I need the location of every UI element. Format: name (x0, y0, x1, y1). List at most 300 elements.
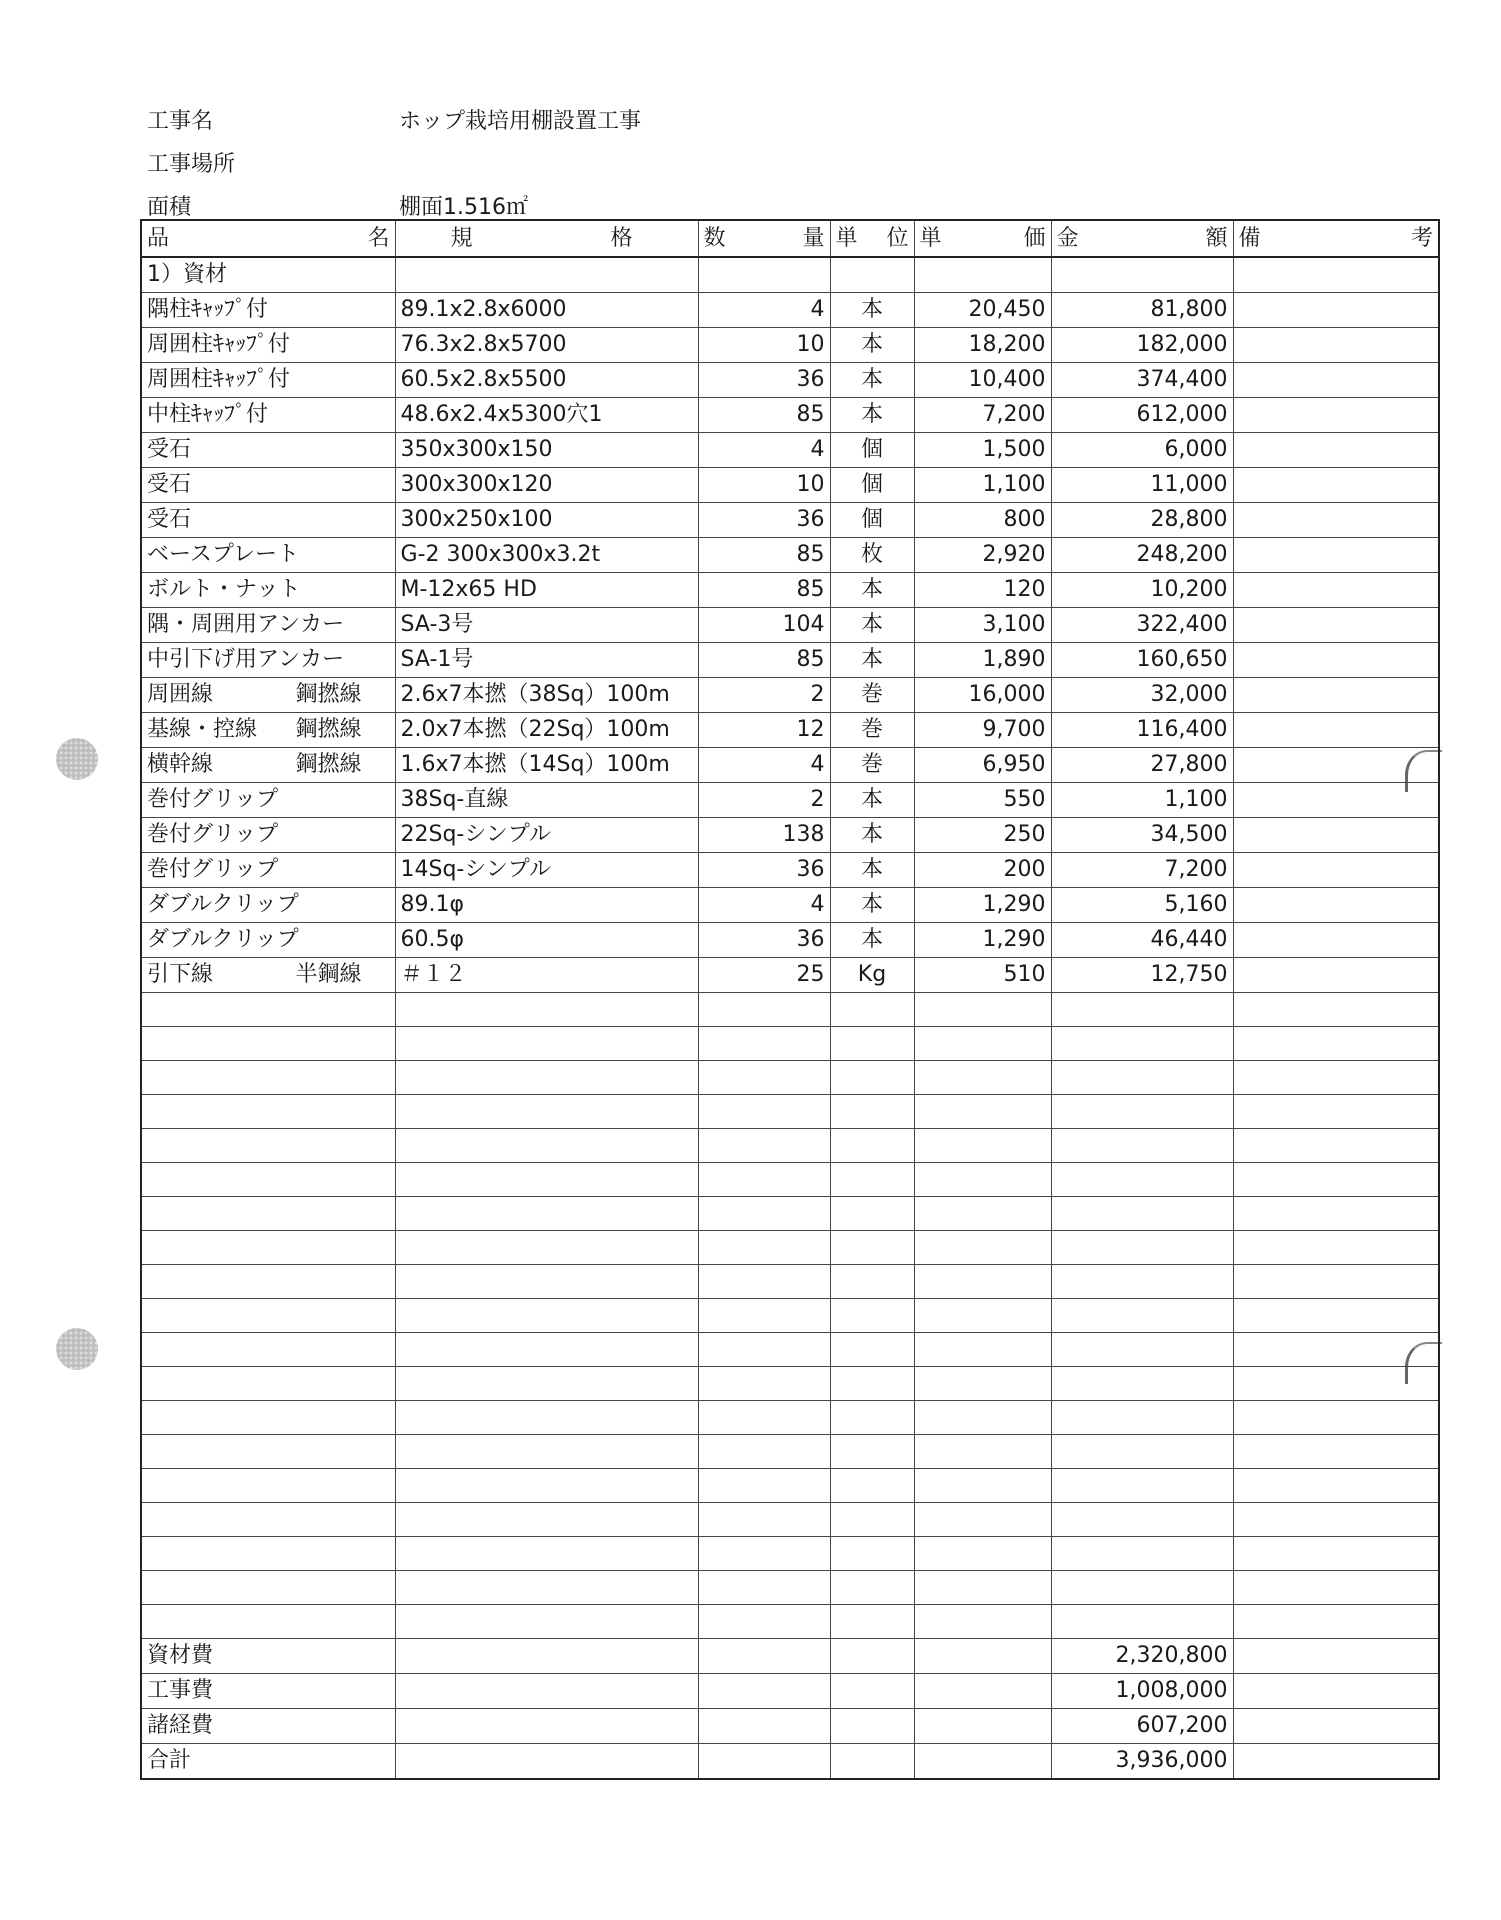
empty-cell (1233, 1605, 1439, 1639)
total-label: 諸経費 (141, 1709, 395, 1744)
empty-cell (141, 1061, 395, 1095)
empty-cell (1233, 1435, 1439, 1469)
item-note (1233, 678, 1439, 713)
empty-cell (395, 1333, 698, 1367)
item-price: 800 (914, 503, 1051, 538)
item-name (141, 783, 395, 818)
empty-cell (914, 1333, 1051, 1367)
empty-cell (698, 1639, 830, 1674)
item-name (141, 328, 395, 363)
estimate-table (140, 219, 1440, 1780)
item-qty: 104 (698, 608, 830, 643)
table-header-row (141, 220, 1439, 257)
table-row (141, 468, 1439, 503)
empty-row (141, 1061, 1439, 1095)
item-qty: 10 (698, 468, 830, 503)
empty-cell (1233, 1537, 1439, 1571)
empty-cell (395, 1674, 698, 1709)
section-title: 1）資材 (141, 257, 395, 293)
empty-cell (395, 1231, 698, 1265)
item-unit: 巻 (830, 748, 914, 783)
empty-row (141, 1367, 1439, 1401)
empty-row (141, 1401, 1439, 1435)
item-name-sub: 鋼撚線 (295, 717, 362, 742)
item-name (141, 293, 395, 328)
item-name (141, 433, 395, 468)
empty-cell (1233, 1197, 1439, 1231)
item-price: 1,290 (914, 888, 1051, 923)
totals-row (141, 1709, 1439, 1744)
item-price: 1,890 (914, 643, 1051, 678)
item-amount: 5,160 (1051, 888, 1233, 923)
table-row (141, 713, 1439, 748)
item-unit: 本 (830, 293, 914, 328)
item-amount: 374,400 (1051, 363, 1233, 398)
empty-cell (914, 1469, 1051, 1503)
item-spec: 89.1x2.8x6000 (395, 293, 698, 328)
item-price: 550 (914, 783, 1051, 818)
item-amount: 182,000 (1051, 328, 1233, 363)
empty-cell (1051, 993, 1233, 1027)
empty-row (141, 1163, 1439, 1197)
empty-cell (1051, 1367, 1233, 1401)
empty-cell (914, 1367, 1051, 1401)
item-spec: SA-3号 (395, 608, 698, 643)
item-qty: 36 (698, 853, 830, 888)
item-qty: 138 (698, 818, 830, 853)
empty-cell (1051, 1095, 1233, 1129)
empty-cell (698, 1605, 830, 1639)
empty-cell (914, 1571, 1051, 1605)
item-unit: 本 (830, 818, 914, 853)
empty-row (141, 1333, 1439, 1367)
item-price: 9,700 (914, 713, 1051, 748)
empty-cell (395, 1744, 698, 1780)
table-row (141, 293, 1439, 328)
empty-cell (395, 1129, 698, 1163)
empty-cell (1051, 1469, 1233, 1503)
empty-cell (914, 1197, 1051, 1231)
item-unit: 本 (830, 398, 914, 433)
table-row (141, 888, 1439, 923)
empty-row (141, 1231, 1439, 1265)
empty-cell (830, 1605, 914, 1639)
empty-row (141, 993, 1439, 1027)
item-name-text: ダブルクリップ (147, 927, 299, 952)
item-name (141, 818, 395, 853)
empty-cell (1051, 1197, 1233, 1231)
empty-cell (698, 1503, 830, 1537)
item-name (141, 608, 395, 643)
empty-cell (914, 1129, 1051, 1163)
item-note (1233, 713, 1439, 748)
item-unit: 本 (830, 923, 914, 958)
item-amount: 612,000 (1051, 398, 1233, 433)
empty-cell (141, 1027, 395, 1061)
empty-cell (1233, 1265, 1439, 1299)
item-name (141, 853, 395, 888)
empty-cell (141, 1265, 395, 1299)
empty-cell (698, 1163, 830, 1197)
item-price: 16,000 (914, 678, 1051, 713)
empty-cell (141, 1435, 395, 1469)
empty-cell (698, 1231, 830, 1265)
item-qty: 85 (698, 573, 830, 608)
item-note (1233, 328, 1439, 363)
empty-cell (395, 1469, 698, 1503)
item-note (1233, 468, 1439, 503)
item-name-text: 受石 (147, 507, 192, 532)
empty-cell (830, 1401, 914, 1435)
item-qty: 25 (698, 958, 830, 993)
item-name (141, 538, 395, 573)
empty-cell (698, 1435, 830, 1469)
empty-cell (830, 993, 914, 1027)
table-row (141, 363, 1439, 398)
empty-cell (830, 1197, 914, 1231)
empty-cell (830, 1709, 914, 1744)
item-qty: 4 (698, 433, 830, 468)
item-spec: 76.3x2.8x5700 (395, 328, 698, 363)
item-spec: 14Sq-シンプル (395, 853, 698, 888)
empty-cell (698, 1744, 830, 1780)
empty-cell (141, 1605, 395, 1639)
empty-cell (1233, 1469, 1439, 1503)
item-qty: 85 (698, 643, 830, 678)
empty-cell (395, 1537, 698, 1571)
empty-cell (1051, 1503, 1233, 1537)
empty-cell (830, 1367, 914, 1401)
empty-cell (830, 1163, 914, 1197)
item-price: 3,100 (914, 608, 1051, 643)
total-amount: 607,200 (1051, 1709, 1233, 1744)
item-note (1233, 608, 1439, 643)
empty-cell (1233, 1061, 1439, 1095)
item-qty: 36 (698, 363, 830, 398)
empty-cell (914, 1231, 1051, 1265)
item-name (141, 923, 395, 958)
item-qty: 85 (698, 398, 830, 433)
empty-cell (914, 1605, 1051, 1639)
item-name (141, 678, 395, 713)
empty-cell (1233, 1639, 1439, 1674)
item-qty: 4 (698, 748, 830, 783)
item-name-text: 巻付グリップ (147, 787, 279, 812)
col-header-amount: 金 額 (1051, 220, 1233, 257)
item-name-sub: 鋼撚線 (295, 752, 362, 777)
item-price: 120 (914, 573, 1051, 608)
col-header-qty: 数 量 (698, 220, 830, 257)
item-price: 1,500 (914, 433, 1051, 468)
item-price: 6,950 (914, 748, 1051, 783)
item-amount: 1,100 (1051, 783, 1233, 818)
item-price: 10,400 (914, 363, 1051, 398)
item-note (1233, 748, 1439, 783)
empty-cell (141, 1469, 395, 1503)
empty-cell (141, 993, 395, 1027)
empty-cell (395, 1571, 698, 1605)
table-row (141, 853, 1439, 888)
empty-cell (698, 1674, 830, 1709)
item-note (1233, 398, 1439, 433)
item-unit: 巻 (830, 713, 914, 748)
empty-cell (698, 1709, 830, 1744)
item-name-text: 周囲柱ｷｬｯﾌﾟ付 (147, 332, 291, 357)
item-name (141, 748, 395, 783)
item-qty: 85 (698, 538, 830, 573)
item-name (141, 503, 395, 538)
item-spec: 60.5x2.8x5500 (395, 363, 698, 398)
empty-cell (830, 1537, 914, 1571)
empty-cell (698, 1367, 830, 1401)
item-spec: 48.6x2.4x5300穴1 (395, 398, 698, 433)
item-spec: ＃１２ (395, 958, 698, 993)
totals-row (141, 1744, 1439, 1780)
item-unit: 本 (830, 328, 914, 363)
item-qty: 2 (698, 678, 830, 713)
item-spec: 38Sq-直線 (395, 783, 698, 818)
item-spec: G-2 300x300x3.2t (395, 538, 698, 573)
item-qty: 36 (698, 503, 830, 538)
item-name-text: 巻付グリップ (147, 857, 279, 882)
item-amount: 12,750 (1051, 958, 1233, 993)
total-amount: 1,008,000 (1051, 1674, 1233, 1709)
empty-row (141, 1503, 1439, 1537)
empty-cell (1051, 1401, 1233, 1435)
empty-cell (830, 1095, 914, 1129)
item-amount: 27,800 (1051, 748, 1233, 783)
empty-cell (1051, 1265, 1233, 1299)
item-price: 250 (914, 818, 1051, 853)
table-row (141, 643, 1439, 678)
area-value: 棚面1.516㎡ (399, 195, 528, 220)
empty-cell (1233, 1027, 1439, 1061)
table-row (141, 783, 1439, 818)
empty-row (141, 1571, 1439, 1605)
empty-cell (914, 1639, 1051, 1674)
empty-cell (395, 1095, 698, 1129)
item-name-text: 基線・控線 (147, 717, 258, 742)
item-name-text: 隅柱ｷｬｯﾌﾟ付 (147, 297, 269, 322)
empty-cell (914, 1299, 1051, 1333)
empty-cell (1051, 1231, 1233, 1265)
item-price: 20,450 (914, 293, 1051, 328)
empty-row (141, 1469, 1439, 1503)
item-unit: 枚 (830, 538, 914, 573)
table-row (141, 328, 1439, 363)
item-name (141, 573, 395, 608)
item-unit: 本 (830, 643, 914, 678)
item-note (1233, 853, 1439, 888)
empty-cell (830, 1265, 914, 1299)
empty-cell (830, 1231, 914, 1265)
item-name-text: 受石 (147, 472, 192, 497)
area-label: 面積 (147, 195, 192, 220)
empty-cell (1051, 1537, 1233, 1571)
empty-cell (698, 1333, 830, 1367)
table-body (141, 257, 1439, 1779)
empty-cell (698, 1061, 830, 1095)
item-amount: 248,200 (1051, 538, 1233, 573)
item-qty: 36 (698, 923, 830, 958)
item-name (141, 643, 395, 678)
empty-cell (141, 1401, 395, 1435)
empty-cell (914, 1061, 1051, 1095)
item-unit: 本 (830, 363, 914, 398)
empty-cell (1051, 1333, 1233, 1367)
empty-cell (395, 1367, 698, 1401)
item-spec: 22Sq-シンプル (395, 818, 698, 853)
item-name-text: ボルト・ナット (147, 577, 301, 602)
item-unit: 個 (830, 468, 914, 503)
empty-cell (830, 1571, 914, 1605)
item-price: 7,200 (914, 398, 1051, 433)
item-name-text: 巻付グリップ (147, 822, 279, 847)
table-row (141, 678, 1439, 713)
empty-cell (395, 993, 698, 1027)
empty-cell (1233, 1231, 1439, 1265)
empty-cell (1051, 1061, 1233, 1095)
project-name-value: ホップ栽培用棚設置工事 (399, 109, 642, 134)
empty-cell (1051, 1605, 1233, 1639)
empty-cell (395, 1027, 698, 1061)
empty-cell (914, 1095, 1051, 1129)
empty-cell (698, 1469, 830, 1503)
empty-cell (830, 1744, 914, 1780)
item-name-text: 引下線 (147, 962, 214, 987)
item-qty: 2 (698, 783, 830, 818)
empty-cell (141, 1367, 395, 1401)
empty-cell (141, 1197, 395, 1231)
item-note (1233, 503, 1439, 538)
empty-cell (1051, 1299, 1233, 1333)
empty-cell (1233, 1333, 1439, 1367)
empty-cell (1233, 1129, 1439, 1163)
total-label: 工事費 (141, 1674, 395, 1709)
empty-cell (141, 1163, 395, 1197)
section-row (141, 257, 1439, 293)
totals-row (141, 1639, 1439, 1674)
item-unit: 個 (830, 433, 914, 468)
item-name (141, 363, 395, 398)
empty-cell (395, 1299, 698, 1333)
item-unit: 巻 (830, 678, 914, 713)
table-row (141, 923, 1439, 958)
table-row (141, 818, 1439, 853)
item-name (141, 468, 395, 503)
col-header-note: 備 考 (1233, 220, 1439, 257)
empty-row (141, 1129, 1439, 1163)
empty-cell (1051, 1163, 1233, 1197)
item-note (1233, 818, 1439, 853)
empty-cell (141, 1231, 395, 1265)
empty-cell (830, 1333, 914, 1367)
col-header-unit: 単 位 (830, 220, 914, 257)
empty-cell (698, 1537, 830, 1571)
item-unit: 本 (830, 853, 914, 888)
item-name (141, 398, 395, 433)
empty-cell (395, 1503, 698, 1537)
total-label: 合計 (141, 1744, 395, 1780)
item-amount: 160,650 (1051, 643, 1233, 678)
empty-cell (830, 1299, 914, 1333)
empty-cell (1233, 1095, 1439, 1129)
empty-cell (914, 1709, 1051, 1744)
table-row (141, 503, 1439, 538)
binder-hole-bottom (56, 1328, 98, 1370)
item-price: 200 (914, 853, 1051, 888)
empty-row (141, 1435, 1439, 1469)
empty-cell (830, 1061, 914, 1095)
empty-cell (914, 993, 1051, 1027)
item-name-sub: 半鋼線 (295, 962, 362, 987)
empty-cell (914, 1163, 1051, 1197)
item-qty: 4 (698, 293, 830, 328)
item-spec: 300x300x120 (395, 468, 698, 503)
item-spec: 2.0x7本撚（22Sq）100m (395, 713, 698, 748)
item-unit: 本 (830, 888, 914, 923)
item-note (1233, 573, 1439, 608)
table-row (141, 398, 1439, 433)
item-qty: 4 (698, 888, 830, 923)
project-name-label: 工事名 (147, 109, 214, 134)
empty-row (141, 1197, 1439, 1231)
empty-cell (914, 1401, 1051, 1435)
item-spec: 300x250x100 (395, 503, 698, 538)
table-row (141, 608, 1439, 643)
item-name-text: 周囲線 (147, 682, 214, 707)
item-name (141, 958, 395, 993)
empty-cell (830, 1027, 914, 1061)
item-note (1233, 923, 1439, 958)
empty-cell (830, 1639, 914, 1674)
empty-cell (830, 1435, 914, 1469)
item-amount: 11,000 (1051, 468, 1233, 503)
empty-row (141, 1265, 1439, 1299)
empty-cell (830, 1674, 914, 1709)
empty-cell (698, 1197, 830, 1231)
empty-cell (1233, 1709, 1439, 1744)
item-price: 18,200 (914, 328, 1051, 363)
item-note (1233, 363, 1439, 398)
item-spec: 1.6x7本撚（14Sq）100m (395, 748, 698, 783)
item-spec: 2.6x7本撚（38Sq）100m (395, 678, 698, 713)
item-price: 2,920 (914, 538, 1051, 573)
empty-cell (141, 1571, 395, 1605)
empty-cell (1233, 1571, 1439, 1605)
item-unit: 本 (830, 783, 914, 818)
empty-cell (395, 1435, 698, 1469)
empty-cell (1051, 1129, 1233, 1163)
item-name-text: 中引下げ用アンカー (147, 647, 345, 672)
empty-cell (141, 1333, 395, 1367)
empty-cell (698, 1027, 830, 1061)
empty-cell (698, 993, 830, 1027)
empty-cell (698, 1265, 830, 1299)
empty-cell (395, 1401, 698, 1435)
empty-cell (914, 1537, 1051, 1571)
empty-cell (914, 1744, 1051, 1780)
empty-cell (395, 1197, 698, 1231)
item-amount: 322,400 (1051, 608, 1233, 643)
table-row (141, 958, 1439, 993)
empty-cell (141, 1537, 395, 1571)
item-name-sub: 鋼撚線 (295, 682, 362, 707)
empty-row (141, 1605, 1439, 1639)
item-amount: 6,000 (1051, 433, 1233, 468)
item-note (1233, 643, 1439, 678)
empty-cell (1233, 993, 1439, 1027)
